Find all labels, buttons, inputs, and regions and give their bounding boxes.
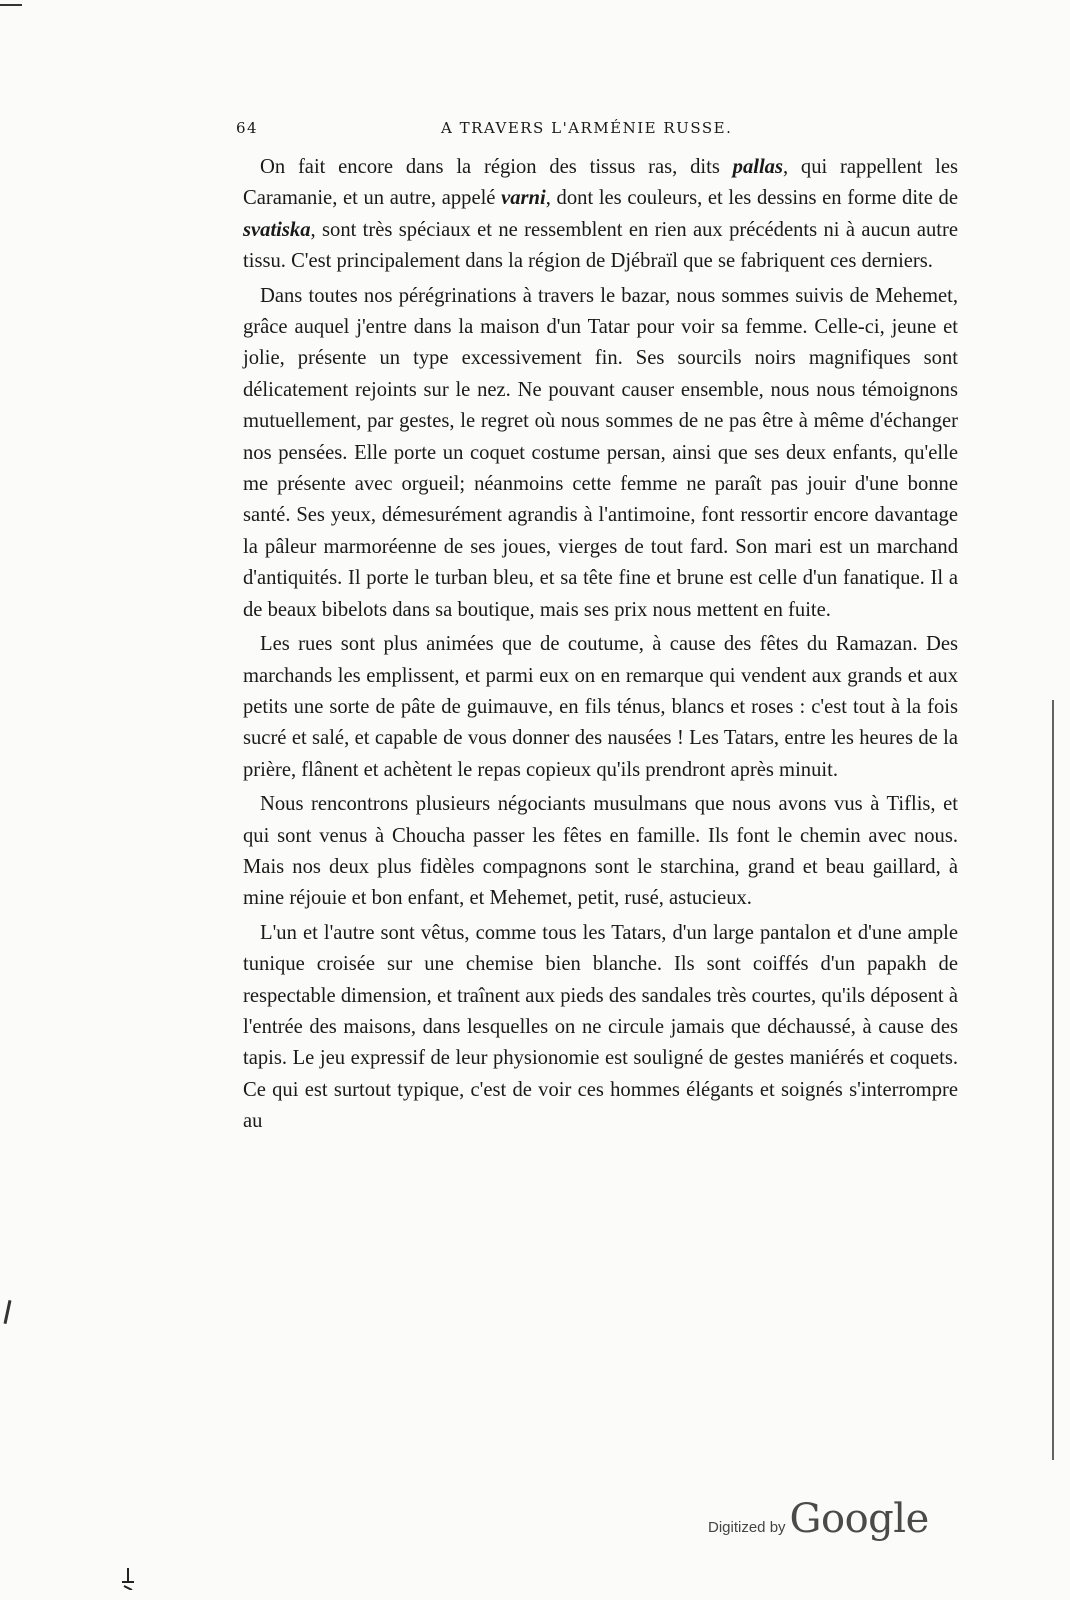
scan-artifact-top [0,4,22,6]
italic-term: varni [501,187,546,210]
paragraph [243,918,958,1138]
paragraph-text: Dans toutes nos pérégrinations à travers le bazar, nous sommes suivis de Mehemet, grâce auquel j'entre dans la maison d'un Tatar pour voir sa femme. Celle-ci, jeune et jolie, présente un type excessivement fin. Ses sourcils noirs magnifiques sont délicatement rejoints sur le nez. Ne pouvant causer ensemble, nous nous témoignons mutuellement, par gestes, le regret où nous sommes de ne pas être à même d'échanger nos pensées. Elle porte un coquet costume persan, ainsi que ses deux enfants, qu'elle me présente avec orgueil; néanmoins cette femme ne paraît pas jouir d'une bonne santé. Ses yeux, démesurément agrandis à l'antimoine, font ressortir encore davantage la pâleur marmoréenne de ses joues, vierges de tout fard. Son mari est un marchand d'antiquités. Il porte le turban bleu, et sa tête fine et brune est celle d'un fanatique. Il a de beaux bibelots dans sa boutique, mais ses prix nous mettent en fuite. [243,284,958,621]
paragraph [243,789,958,915]
paragraph [243,281,958,626]
scan-artifact-left [4,1300,12,1324]
paragraph-text: On fait encore dans la région des tissus ras, dits [260,156,733,178]
body-text [243,152,958,1141]
running-header [236,119,956,143]
digitized-watermark [708,1496,929,1546]
digitized-brand: Google [789,1496,929,1542]
paragraph-text: , qui rappellent les Caramanie, et un autre, appelé [243,156,959,210]
paragraph [243,629,958,786]
scan-artifact-right-edge [1052,700,1054,1460]
italic-term: pallas [732,156,783,178]
paragraph-text: Nous rencontrons plusieurs négociants musulmans que nous avons vus à Tiflis, et qui sont venus à Choucha passer les fêtes en famille. Ils font le chemin avec nous. Mais nos deux plus fidèles compagnons sont le starchina, grand et beau gaillard, à mine réjouie et bon enfant, et Mehemet, petit, rusé, astucieux. [243,793,958,910]
paragraph [243,152,958,278]
page-number: 64 [236,119,259,137]
paragraph-text: L'un et l'autre sont vêtus, comme tous les Tatars, d'un large pantalon et d'une ample tunique croisée sur une chemise bien blanche. Ils sont coiffés d'un papakh de respectable dimension, et traînent aux pieds des sandales très courtes, qu'ils déposent à l'entrée des maisons, dans lesquelles on ne circule jamais que déchaussé, à cause des tapis. Le jeu expressif de leur physionomie est souligné de gestes maniérés et coquets. Ce qui est surtout typique, c'est de voir ces hommes élégants et soignés s'interrompre au [243,921,958,1133]
paragraph-text: , sont très spéciaux et ne ressemblent en rien aux précédents ni à aucun autre tissu. C'est principalement dans la région de Djébraïl que se fabriquent ces derniers. [243,218,958,273]
running-title: A TRAVERS L'ARMÉNIE RUSSE. [441,119,733,137]
scan-artifact-bottom-icon [120,1568,136,1590]
digitized-prefix: Digitized by [708,1519,786,1536]
paragraph-text: Les rues sont plus animées que de coutume, à cause des fêtes du Ramazan. Des marchands les emplissent, et parmi eux on en remarque qui vendent aux grands et aux petits une sorte de pâte de guimauve, en fils ténus, blancs et roses : c'est tout à la fois sucré et salé, et capable de vous donner des nausées ! Les Tatars, entre les heures de la prière, flânent et achètent le repas copieux qu'ils prendront après minuit. [243,633,958,781]
italic-term: svatiska [243,218,311,241]
paragraph-text: , dont les couleurs, et les dessins en forme dite de [545,187,958,210]
